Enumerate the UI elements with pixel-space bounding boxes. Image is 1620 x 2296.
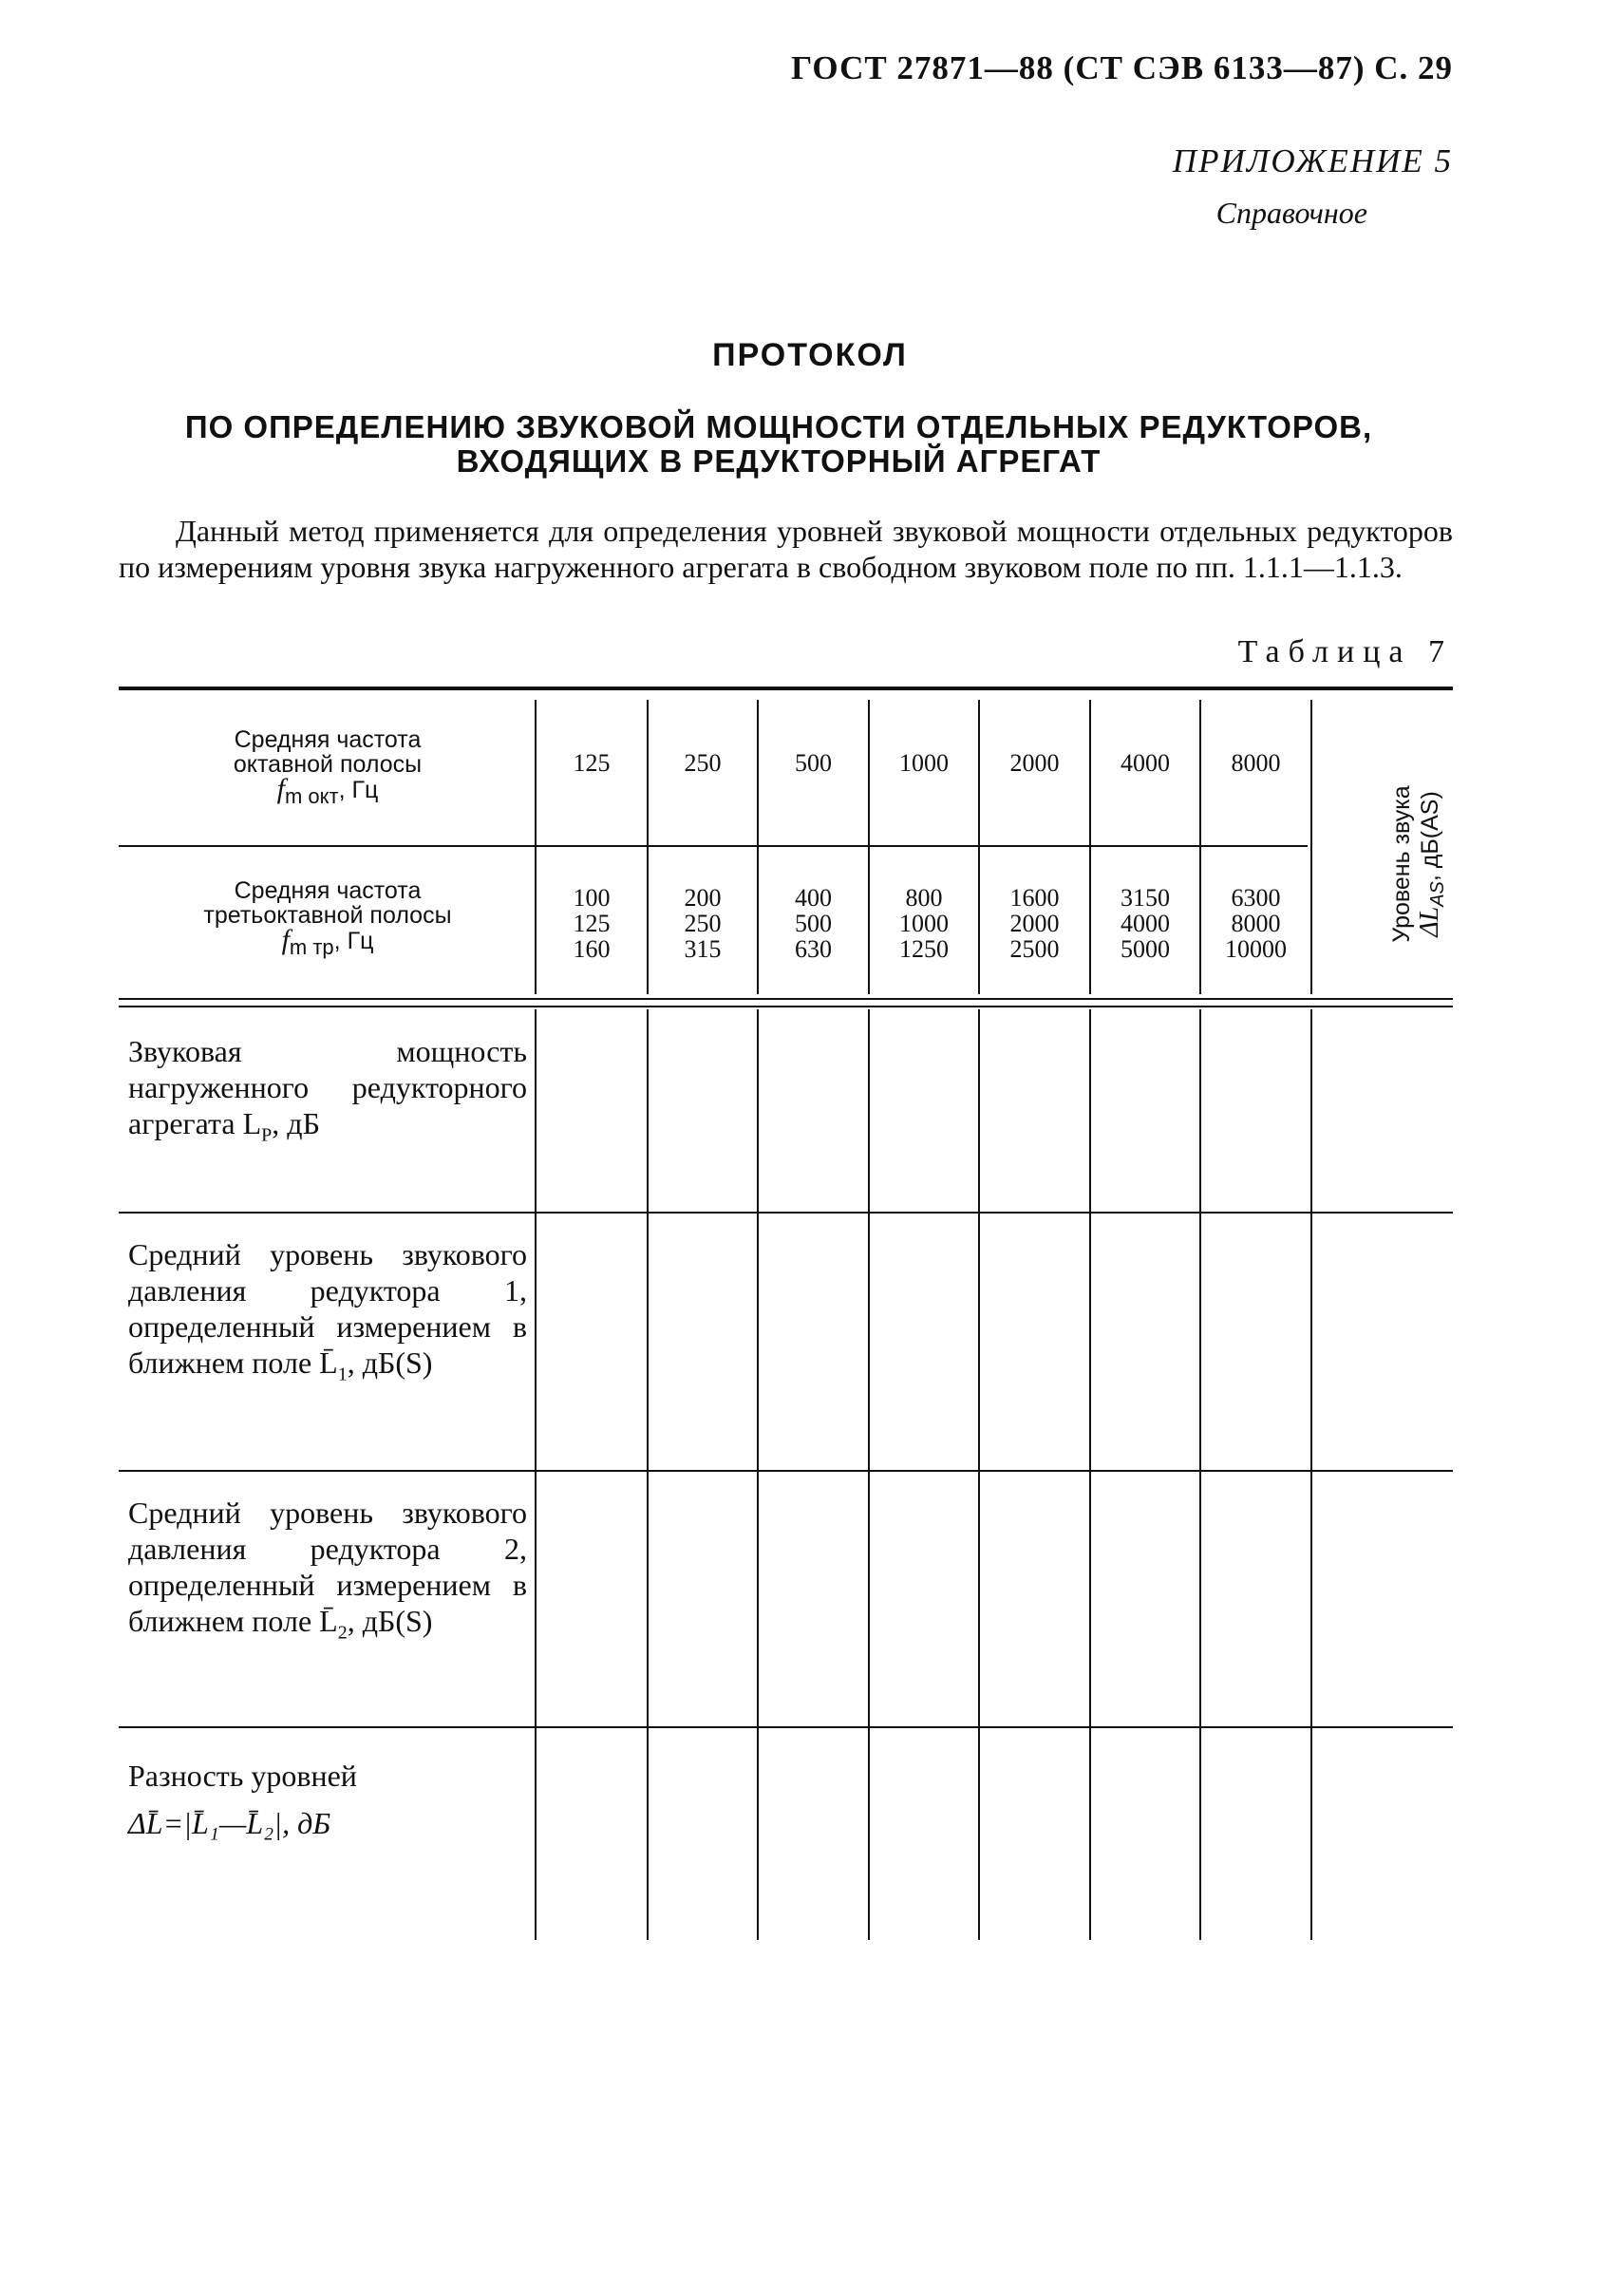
third-subscript: m тр — [289, 935, 334, 959]
octave-symbol: f — [276, 773, 285, 804]
row-label-unit: , дБ(S) — [347, 1346, 433, 1380]
octave-freq: 4000 — [1121, 749, 1170, 777]
third-freq: 2000 — [1009, 910, 1060, 937]
col-rule — [1089, 1009, 1091, 1940]
row-label-text: Средний уровень звукового давления редуктора 1, определенный измерением в ближнем поле L̄ — [128, 1237, 527, 1380]
third-freq-cell — [870, 885, 978, 962]
octave-freq: 125 — [573, 749, 611, 777]
third-freq: 10000 — [1225, 935, 1287, 963]
third-label-line1: Средняя частота — [234, 877, 422, 904]
third-freq: 200 — [684, 884, 722, 912]
sound-level-unit: , дБ(AS) — [1417, 791, 1443, 882]
row-label-aggregate-power — [128, 1033, 527, 1153]
col-rule — [535, 1009, 537, 1940]
col-rule — [868, 1009, 870, 1940]
third-freq: 125 — [573, 910, 611, 937]
table-top-rule — [119, 687, 1453, 690]
third-freq: 630 — [795, 935, 832, 963]
row-label-text: Средний уровень звукового давления редуктора 2, определенный измерением в ближнем поле L̄ — [128, 1496, 527, 1638]
intro-text: Данный метод применяется для определения уровней звуковой мощности отдельных редукторов по измерениям уровня звука нагруженного агрегата в свободном звуковом поле по пп. 1.1.1—1.1.3. — [119, 514, 1453, 584]
third-freq: 250 — [684, 910, 722, 937]
row-label-text: Разность уровней — [128, 1759, 357, 1793]
third-freq: 6300 — [1231, 884, 1281, 912]
third-freq: 3150 — [1121, 884, 1170, 912]
row-divider-1 — [119, 1212, 1453, 1214]
third-freq: 1000 — [899, 910, 949, 937]
third-freq: 100 — [573, 884, 611, 912]
octave-label-line2: октавной полосы — [233, 751, 423, 778]
third-label-line3 — [133, 924, 522, 960]
appendix-number: ПРИЛОЖЕНИЕ 5 — [1172, 142, 1453, 179]
subtitle-line-1: ПО ОПРЕДЕЛЕНИЮ ЗВУКОВОЙ МОЩНОСТИ ОТДЕЛЬНЫХ РЕДУКТОРОВ, — [184, 409, 1373, 444]
row-label-reducer-1 — [128, 1236, 527, 1392]
third-freq: 8000 — [1231, 910, 1281, 937]
third-label-line2: третьоктавной полосы — [203, 902, 452, 929]
sound-level-subscript: AS — [1427, 881, 1448, 907]
third-freq-cell — [980, 885, 1089, 962]
octave-label-line3 — [133, 773, 522, 809]
row-label-subscript: 2 — [337, 1622, 348, 1644]
subtitle-line-2: ВХОДЯЩИХ В РЕДУКТОРНЫЙ АГРЕГАТ — [456, 443, 1102, 479]
third-freq-cell — [759, 885, 868, 962]
header-bottom-rule-2 — [119, 1006, 1453, 1007]
octave-band-label — [133, 727, 522, 809]
page-header: ГОСТ 27871—88 (СТ СЭВ 6133—87) С. 29 — [791, 49, 1453, 86]
table-caption: Таблица 7 — [1237, 634, 1453, 669]
third-freq-cell — [1091, 885, 1199, 962]
third-symbol: f — [281, 924, 290, 955]
third-freq: 2500 — [1009, 935, 1060, 963]
row-label-unit: , дБ(S) — [347, 1604, 433, 1638]
row-label-unit: , дБ — [272, 1106, 320, 1140]
col-rule — [757, 1009, 759, 1940]
document-title: ПРОТОКОЛ — [712, 337, 908, 373]
header-bottom-rule-1 — [119, 998, 1453, 1000]
row-label-subscript: P — [261, 1124, 273, 1146]
octave-freq: 500 — [795, 749, 832, 777]
third-freq: 160 — [573, 935, 611, 963]
third-freq: 1250 — [899, 935, 949, 963]
intro-paragraph — [119, 513, 1453, 585]
col-rule — [978, 1009, 980, 1940]
row-label-text: Звуковая мощность нагруженного редукторного агрегата L — [128, 1034, 527, 1140]
third-octave-band-label — [133, 878, 522, 960]
octave-freq: 250 — [684, 749, 722, 777]
third-freq: 4000 — [1121, 910, 1170, 937]
col-rule — [1199, 1009, 1201, 1940]
octave-freq: 8000 — [1231, 749, 1281, 777]
sound-level-line1: Уровень звука — [1388, 785, 1415, 943]
row-divider-3 — [119, 1726, 1453, 1728]
sound-level-header-text — [1387, 755, 1452, 973]
third-freq: 315 — [684, 935, 722, 963]
octave-freq: 2000 — [1009, 749, 1060, 777]
col-rule — [1310, 1009, 1312, 1940]
third-freq-cell — [649, 885, 757, 962]
row-label-level-difference — [128, 1752, 527, 1847]
third-freq: 5000 — [1121, 935, 1170, 963]
octave-freq: 1000 — [899, 749, 949, 777]
third-freq: 1600 — [1009, 884, 1060, 912]
header-divider — [119, 845, 1308, 847]
third-freq: 800 — [905, 884, 943, 912]
appendix-type: Справочное — [1215, 196, 1367, 230]
third-freq-cell — [1201, 885, 1310, 962]
row-label-subscript: 1 — [337, 1364, 348, 1385]
octave-subscript: m окт — [284, 784, 339, 808]
sound-level-symbol: ΔL — [1415, 906, 1444, 937]
sound-level-header — [1320, 760, 1519, 969]
row-divider-2 — [119, 1470, 1453, 1472]
octave-unit: , Гц — [338, 777, 379, 803]
third-freq-cell — [537, 885, 647, 962]
col-rule — [1310, 700, 1312, 994]
document-subtitle — [104, 410, 1453, 479]
third-unit: , Гц — [333, 928, 374, 954]
row-label-reducer-2 — [128, 1495, 527, 1650]
octave-label-line1: Средняя частота — [234, 726, 422, 753]
row-label-formula: ΔL̄=|L̄₁—L̄₂|, дБ — [128, 1806, 331, 1840]
third-freq: 500 — [795, 910, 832, 937]
col-rule — [647, 1009, 649, 1940]
third-freq: 400 — [795, 884, 832, 912]
